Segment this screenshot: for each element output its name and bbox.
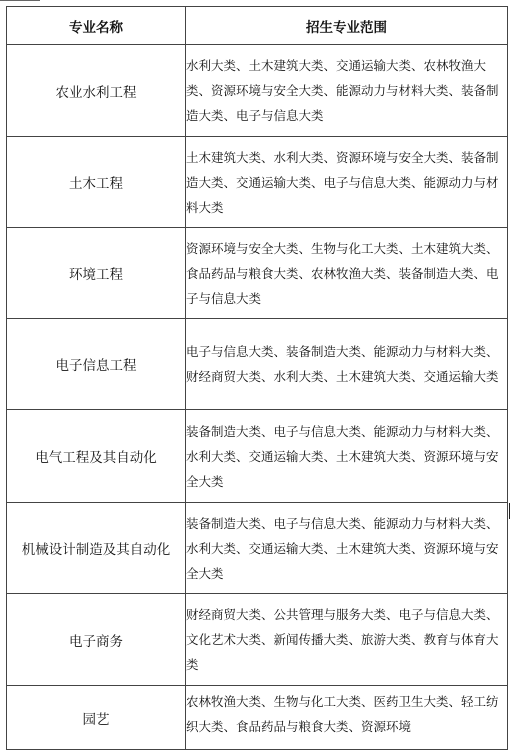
enrollment-scope: 电子与信息大类、装备制造大类、能源动力与材料大类、财经商贸大类、水利大类、土木建筑大类、交通运输大类: [186, 319, 508, 410]
table-row: [7, 686, 508, 750]
table-row: [7, 410, 508, 503]
enrollment-scope: 土木建筑大类、水利大类、资源环境与安全大类、装备制造大类、交通运输大类、电子与信息大类、能源动力与材料大类: [186, 137, 508, 228]
table-row: [7, 45, 508, 137]
major-name: 电子商务: [7, 594, 186, 686]
enrollment-scope: 水利大类、土木建筑大类、交通运输大类、农林牧渔大类、资源环境与安全大类、能源动力与材料大类、装备制造大类、电子与信息大类: [186, 45, 508, 137]
table-row: [7, 319, 508, 410]
enrollment-scope: 资源环境与安全大类、生物与化工大类、土木建筑大类、食品药品与粮食大类、农林牧渔大类、装备制造大类、电子与信息大类: [186, 228, 508, 319]
major-name: 电气工程及其自动化: [7, 410, 186, 503]
major-name: 环境工程: [7, 228, 186, 319]
major-name: 机械设计制造及其自动化: [7, 503, 186, 594]
table-row: [7, 137, 508, 228]
table-row: [7, 228, 508, 319]
major-name: 园艺: [7, 686, 186, 750]
enrollment-scope: 农林牧渔大类、生物与化工大类、医药卫生大类、轻工纺织大类、食品药品与粮食大类、资源环境: [186, 694, 499, 734]
text-cursor-mark: [509, 503, 510, 519]
header-major-name: 专业名称: [7, 7, 186, 45]
major-scope-table: [6, 6, 508, 750]
major-name: 农业水利工程: [7, 45, 186, 137]
table-row: [7, 503, 508, 594]
table-header-row: [7, 7, 508, 45]
enrollment-scope: 财经商贸大类、公共管理与服务大类、电子与信息大类、文化艺术大类、新闻传播大类、旅游大类、教育与体育大类: [186, 594, 508, 686]
table-row: [7, 594, 508, 686]
header-enrollment-scope: 招生专业范围: [186, 7, 508, 45]
top-border-fragment: [0, 0, 40, 5]
major-name: 电子信息工程: [7, 319, 186, 410]
enrollment-scope: 装备制造大类、电子与信息大类、能源动力与材料大类、水利大类、交通运输大类、土木建筑大类、资源环境与安全大类: [186, 410, 508, 503]
enrollment-scope-cell: [186, 686, 508, 750]
major-name: 土木工程: [7, 137, 186, 228]
enrollment-scope: 装备制造大类、电子与信息大类、能源动力与材料大类、水利大类、交通运输大类、土木建筑大类、资源环境与安全大类: [186, 503, 508, 594]
